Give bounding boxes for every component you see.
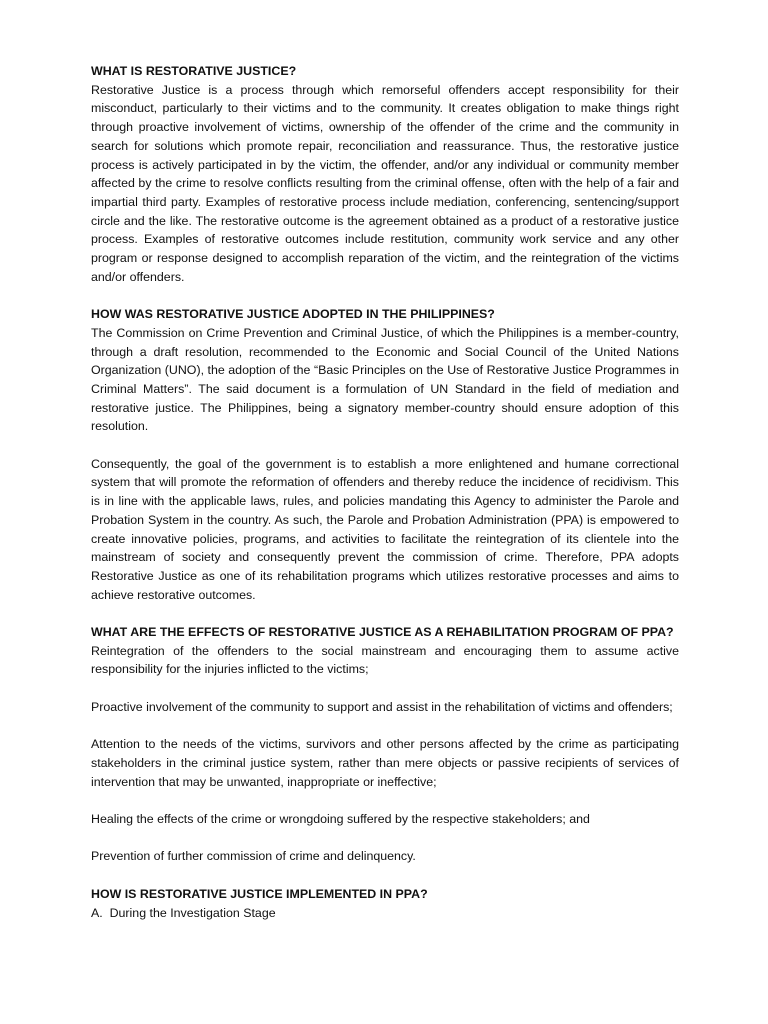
paragraph-stage-a: A. During the Investigation Stage xyxy=(91,905,276,920)
paragraph-definition: Restorative Justice is a process through which remorseful offenders accept responsibility for their misconduct, particularly to their victims and to the community. It creates obligation to make things right through proactive involvement of victims, ownership of the offender of the crime and the community in search for solutions which promote repair, reconciliation and reassurance. Thus, the restorative justice process is actively participated in by the victim, the offender, and/or any individual or community member affected by the crime to resolve conflicts resulting from the criminal offense, often with the help of a fair and impartial third party. Examples of restorative process include mediation, conferencing, sentencing/support circle and the like. The restorative outcome is the agreement obtained as a product of a restorative justice process. Examples of restorative outcomes include restitution, community work service and any other program or response designed to accomplish reparation of the victim, and the reintegration of the victims and/or offenders. xyxy=(91,82,679,284)
section-heading-adoption: HOW WAS RESTORATIVE JUSTICE ADOPTED IN THE PHILIPPINES? xyxy=(91,307,495,322)
spacer xyxy=(91,791,679,810)
spacer xyxy=(91,829,679,848)
effect-item-prevention: Prevention of further commission of crime and delinquency. xyxy=(91,849,416,864)
effect-item-healing: Healing the effects of the crime or wrongdoing suffered by the respective stakeholders; and xyxy=(91,812,590,827)
effect-item-victims: Attention to the needs of the victims, survivors and other persons affected by the crime as participating stakeholders in the criminal justice system, rather than mere objects or passive recipients of services of intervention that may be unwanted, inappropriate or ineffective; xyxy=(91,737,679,789)
spacer xyxy=(91,679,679,698)
spacer xyxy=(91,866,679,885)
document-page xyxy=(91,62,679,922)
effect-item-reintegration: Reintegration of the offenders to the social mainstream and encouraging them to assume active responsibility for the injuries inflicted to the victims; xyxy=(91,643,679,677)
section-heading-what-is: WHAT IS RESTORATIVE JUSTICE? xyxy=(91,64,297,78)
effect-item-community: Proactive involvement of the community to support and assist in the rehabilitation of victims and offenders; xyxy=(91,699,673,714)
spacer xyxy=(91,604,679,623)
spacer xyxy=(91,717,679,736)
paragraph-consequently: Consequently, the goal of the government is to establish a more enlightened and humane correctional system that will promote the reformation of offenders and thereby reduce the incidence of recidivism. This is in line with the applicable laws, rules, and policies mandating this Agency to administer the Parole and Probation System in the country. As such, the Parole and Probation Administration (PPA) is empowered to create innovative policies, programs, and activities to facilitate the reintegration of its clientele into the mainstream of society and consequently prevent the commission of crime. Therefore, PPA adopts Restorative Justice as one of its rehabilitation programs which utilizes restorative processes and aims to achieve restorative outcomes. xyxy=(91,456,679,602)
spacer xyxy=(91,286,679,305)
section-heading-implementation: HOW IS RESTORATIVE JUSTICE IMPLEMENTED IN PPA? xyxy=(91,886,428,901)
section-heading-effects: WHAT ARE THE EFFECTS OF RESTORATIVE JUSTICE AS A REHABILITATION PROGRAM OF PPA? xyxy=(91,625,674,640)
paragraph-commission: The Commission on Crime Prevention and Criminal Justice, of which the Philippines is a member-country, through a draft resolution, recommended to the Economic and Social Council of the United Nations Organization (UNO), the adoption of the “Basic Principles on the Use of Restorative Justice Programmes in Criminal Matters”. The said document is a formulation of UN Standard in the field of mediation and restorative justice. The Philippines, being a signatory member-country should ensure adoption of this resolution. xyxy=(91,325,679,434)
spacer xyxy=(91,436,679,455)
